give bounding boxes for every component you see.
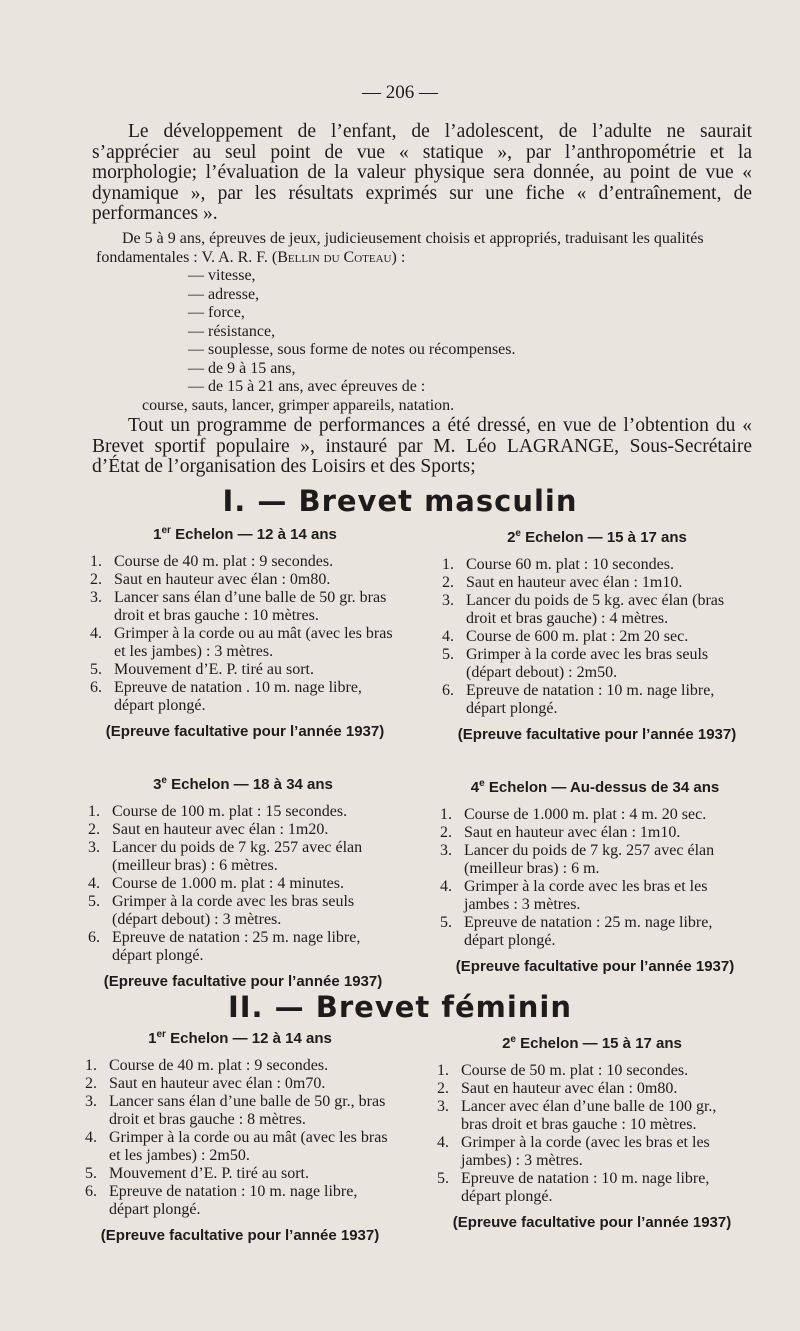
event-list — [90, 553, 400, 715]
echelon-heading: 2e Echelon — 15 à 17 ans — [507, 528, 687, 546]
list-item: 6. Epreuve de natation : 10 m. nage libre, départ plongé. — [85, 1183, 358, 1218]
list-item: 6. Epreuve de natation . 10 m. nage libre, départ plongé. — [90, 679, 362, 714]
list-item: 4. Grimper à la corde (avec les bras et les jambes) : 3 mètres. — [437, 1134, 710, 1169]
list-item: — force, — [188, 304, 245, 321]
list-item: — de 9 à 15 ans, — [188, 359, 296, 377]
section-title-feminin: II. — Brevet féminin — [227, 990, 573, 1024]
event-list — [442, 556, 752, 718]
event-list — [85, 1057, 395, 1219]
list-item: — de 15 à 21 ans, avec épreuves de : — [188, 378, 426, 395]
event-list — [437, 1062, 747, 1206]
echelon-masc-2 — [442, 525, 752, 744]
list-item: 1. Course 60 m. plat : 10 secondes. — [442, 556, 674, 573]
list-item: — vitesse, — [188, 267, 256, 284]
programme-block — [92, 416, 752, 478]
echelon-fem-1 — [85, 1026, 395, 1245]
age-note-lead: De 5 à 9 ans, épreuves de jeux, judicieusement choisis et appropriés, traduisant les qualités fondamentales : V. A. R. F. (Bellin du Coteau) : — [96, 230, 704, 266]
list-item: 3. Lancer sans élan d’une balle de 50 gr., bras droit et bras gauche : 8 mètres. — [85, 1093, 386, 1128]
list-item: 3. Lancer avec élan d’une balle de 100 gr., bras droit et bras gauche : 10 mètres. — [437, 1098, 717, 1133]
optional-note: (Epreuve facultative pour l’année 1937) — [455, 958, 735, 975]
list-item: 5. Epreuve de natation : 10 m. nage libre, départ plongé. — [437, 1170, 710, 1205]
list-item: 6. Epreuve de natation : 25 m. nage libre, départ plongé. — [88, 929, 361, 964]
list-item: 4. Course de 1.000 m. plat : 4 minutes. — [88, 875, 344, 892]
list-item: 2. Saut en hauteur avec élan : 0m80. — [90, 571, 331, 588]
echelon-masc-1 — [90, 522, 400, 741]
list-item: 3. Lancer du poids de 7 kg. 257 avec élan (meilleur bras) : 6 mètres. — [88, 839, 363, 874]
echelon-heading: 1er Echelon — 12 à 14 ans — [153, 525, 337, 543]
echelon-fem-2 — [437, 1031, 747, 1232]
list-item: 4. Course de 600 m. plat : 2m 20 sec. — [442, 628, 689, 645]
list-item: — adresse, — [188, 285, 260, 303]
optional-note: (Epreuve facultative pour l’année 1937) — [100, 1227, 380, 1244]
section-title-masculin: I. — Brevet masculin — [222, 484, 578, 518]
optional-note: (Epreuve facultative pour l’année 1937) — [103, 973, 383, 990]
list-item: 1. Course de 50 m. plat : 10 secondes. — [437, 1062, 689, 1079]
event-list — [88, 803, 398, 965]
list-item: — résistance, — [188, 322, 276, 340]
list-item: course, sauts, lancer, grimper appareils, natation. — [142, 396, 455, 414]
list-item: 4. Grimper à la corde ou au mât (avec les bras et les jambes) : 3 mètres. — [90, 625, 393, 660]
list-item: 4. Grimper à la corde ou au mât (avec les bras et les jambes) : 2m50. — [85, 1129, 388, 1164]
list-item: 4. Grimper à la corde avec les bras et les jambes : 3 mètres. — [440, 878, 708, 913]
qualities-list — [96, 267, 752, 415]
list-item: 2. Saut en hauteur avec élan : 0m70. — [85, 1075, 326, 1092]
echelon-heading: 3e Echelon — 18 à 34 ans — [153, 775, 333, 793]
list-item: 5. Grimper à la corde avec les bras seuls (départ debout) : 2m50. — [442, 646, 709, 681]
list-item: 3. Lancer du poids de 5 kg. avec élan (bras droit et bras gauche) : 4 mètres. — [442, 592, 725, 627]
list-item: 1. Course de 1.000 m. plat : 4 m. 20 sec. — [440, 806, 707, 823]
echelon-heading: 4e Echelon — Au-dessus de 34 ans — [470, 778, 720, 796]
list-item: 5. Mouvement d’E. P. tiré au sort. — [90, 661, 314, 678]
list-item: — souplesse, sous forme de notes ou récompenses. — [188, 341, 516, 358]
list-item: 6. Epreuve de natation : 10 m. nage libre, départ plongé. — [442, 682, 715, 717]
list-item: 5. Mouvement d’E. P. tiré au sort. — [85, 1165, 309, 1182]
event-list — [440, 806, 750, 950]
age-note-block — [96, 230, 752, 415]
list-item: 1. Course de 100 m. plat : 15 secondes. — [88, 803, 348, 820]
list-item: 5. Epreuve de natation : 25 m. nage libre, départ plongé. — [440, 914, 713, 949]
list-item: 1. Course de 40 m. plat : 9 secondes. — [90, 553, 334, 570]
optional-note: (Epreuve facultative pour l’année 1937) — [457, 726, 737, 743]
list-item: 5. Grimper à la corde avec les bras seuls (départ debout) : 3 mètres. — [88, 893, 355, 928]
page-number: — 206 — — [362, 82, 438, 103]
list-item: 3. Lancer du poids de 7 kg. 257 avec élan (meilleur bras) : 6 m. — [440, 842, 715, 877]
list-item: 2. Saut en hauteur avec élan : 1m10. — [442, 574, 683, 591]
list-item: 2. Saut en hauteur avec élan : 1m20. — [88, 821, 329, 838]
list-item: 1. Course de 40 m. plat : 9 secondes. — [85, 1057, 329, 1074]
intro-block — [92, 122, 752, 225]
programme-paragraph: Tout un programme de performances a été dressé, en vue de l’obtention du « Brevet sportif populaire », instauré par M. Léo LAGRANGE, Sous-Secrétaire d’État de l’organisation des Loisirs et des Sports; — [92, 415, 752, 477]
echelon-heading: 2e Echelon — 15 à 17 ans — [502, 1034, 682, 1052]
author-name: Bellin du Coteau — [277, 248, 392, 266]
list-item: 3. Lancer sans élan d’une balle de 50 gr. bras droit et bras gauche : 10 mètres. — [90, 589, 387, 624]
optional-note: (Epreuve facultative pour l’année 1937) — [105, 723, 385, 740]
intro-paragraph: Le développement de l’enfant, de l’adolescent, de l’adulte ne saurait s’apprécier au seul point de vue « statique », par l’anthropométrie et la morphologie; l’évaluation de la valeur physique sera donnée, au point de vue « dynamique », par les résultats exprimés sur une fiche « d’entraînement, de performances ». — [92, 121, 752, 224]
optional-note: (Epreuve facultative pour l’année 1937) — [452, 1214, 732, 1231]
list-item: 2. Saut en hauteur avec élan : 0m80. — [437, 1080, 678, 1097]
list-item: 2. Saut en hauteur avec élan : 1m10. — [440, 824, 681, 841]
echelon-masc-3 — [88, 772, 398, 991]
echelon-masc-4 — [440, 775, 750, 976]
echelon-heading: 1er Echelon — 12 à 14 ans — [148, 1029, 332, 1047]
